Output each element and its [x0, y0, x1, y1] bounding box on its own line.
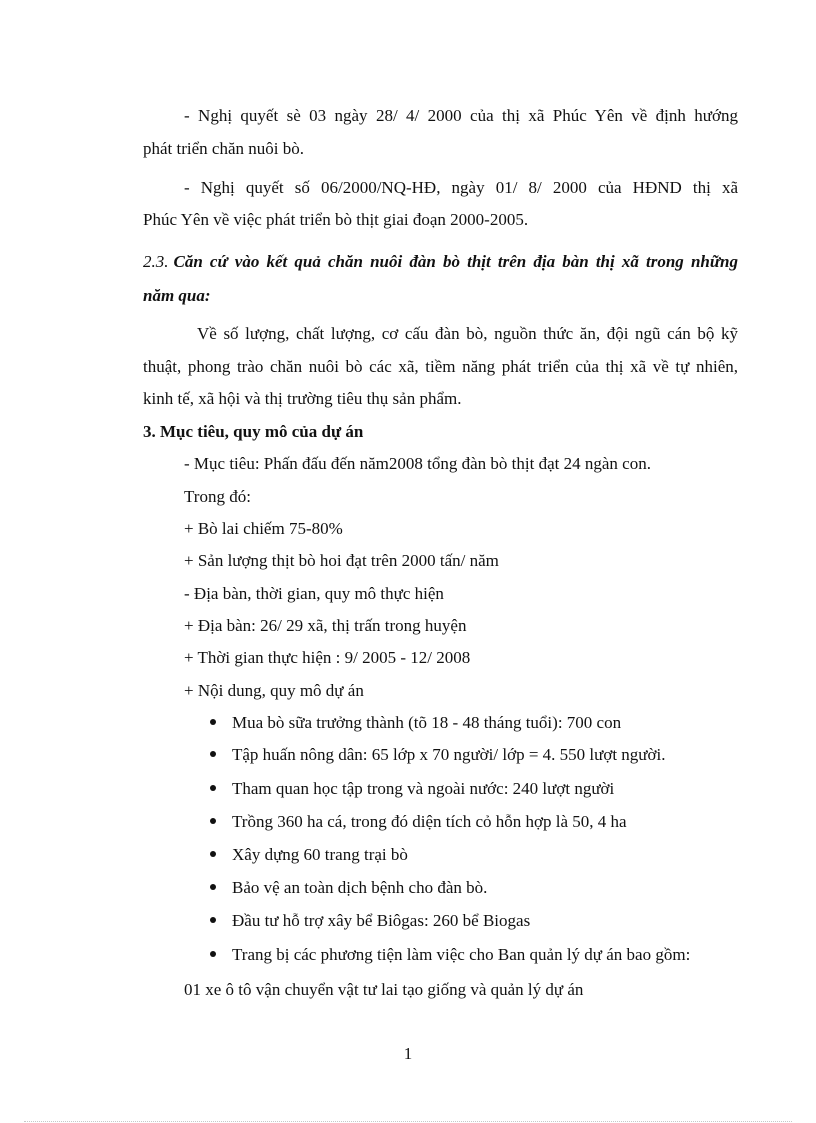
page-bottom-divider: [24, 1121, 792, 1122]
content-scale-line: + Nội dung, quy mô dự án: [184, 681, 364, 700]
bullet-dot-icon: [210, 884, 216, 890]
list-item-text: Mua bò sữa trưởng thành (tõ 18 - 48 tháng tuổi): 700 con: [232, 713, 622, 732]
list-item-text: Tập huấn nông dân: 65 lớp x 70 người/ lớp = 4. 550 lượt người.: [232, 745, 666, 764]
crossbred-cattle-line: + Bò lai chiếm 75-80%: [184, 519, 343, 538]
page-number: 1: [403, 1044, 413, 1063]
list-item-text: Xây dựng 60 trang trại bò: [232, 845, 408, 864]
list-item-text: Bảo vệ an toàn dịch bệnh cho đàn bò.: [232, 878, 488, 897]
section-2-3-number: 2.3.: [143, 252, 169, 271]
resolution-1-line-1: - Nghị quyết sè 03 ngày 28/ 4/ 2000 của thị xã Phúc Yên về định hướng: [184, 106, 738, 125]
resolution-2-line-2: Phúc Yên về việc phát triển bò thịt giai đoạn 2000-2005.: [143, 210, 529, 229]
vehicle-line: 01 xe ô tô vận chuyển vật tư lai tạo giống và quản lý dự án: [184, 980, 584, 999]
section-2-3-body-line-1: Về số lượng, chất lượng, cơ cấu đàn bò, nguồn thức ăn, đội ngũ cán bộ kỹ: [197, 324, 738, 343]
resolution-1-line-2: phát triển chăn nuôi bò.: [143, 139, 304, 158]
section-2-3-body-line-2: thuật, phong trào chăn nuôi bò các xã, tiềm năng phát triển của thị xã về tự nhiên,: [143, 357, 738, 376]
bullet-dot-icon: [210, 818, 216, 824]
bullet-dot-icon: [210, 851, 216, 857]
section-2-3-title-line-2: năm qua:: [143, 286, 211, 305]
in-which-line: Trong đó:: [184, 487, 251, 506]
section-2-3-title-line-1: Căn cứ vào kết quả chăn nuôi đàn bò thịt trên địa bàn thị xã trong những: [173, 252, 738, 271]
list-item-text: Đầu tư hỗ trợ xây bể Biôgas: 260 bể Biogas: [232, 911, 531, 930]
bullet-dot-icon: [210, 785, 216, 791]
resolution-2-line-1: - Nghị quyết số 06/2000/NQ-HĐ, ngày 01/ 8/ 2000 của HĐND thị xã: [184, 178, 738, 197]
area-line: + Địa bàn: 26/ 29 xã, thị trấn trong huyện: [184, 616, 467, 635]
section-3-heading: 3. Mục tiêu, quy mô của dự án: [143, 422, 364, 441]
section-2-3-heading-line-1: [143, 251, 738, 273]
timeframe-line: + Thời gian thực hiện : 9/ 2005 - 12/ 2008: [184, 648, 471, 667]
scope-line: - Địa bàn, thời gian, quy mô thực hiện: [184, 584, 444, 603]
bullet-dot-icon: [210, 951, 216, 957]
list-item-text: Trang bị các phương tiện làm việc cho Ban quản lý dự án bao gồm:: [232, 945, 691, 964]
bullet-dot-icon: [210, 719, 216, 725]
bullet-dot-icon: [210, 917, 216, 923]
bullet-dot-icon: [210, 751, 216, 757]
list-item-text: Tham quan học tập trong và ngoài nước: 240 lượt người: [232, 779, 615, 798]
objective-line: - Mục tiêu: Phấn đấu đến năm2008 tổng đàn bò thịt đạt 24 ngàn con.: [184, 454, 651, 473]
beef-output-line: + Sản lượng thịt bò hoi đạt trên 2000 tấn/ năm: [184, 551, 499, 570]
list-item-text: Trồng 360 ha cá, trong đó diện tích cỏ hỗn hợp là 50, 4 ha: [232, 812, 627, 831]
section-2-3-body-line-3: kinh tế, xã hội và thị trường tiêu thụ sản phẩm.: [143, 389, 462, 408]
